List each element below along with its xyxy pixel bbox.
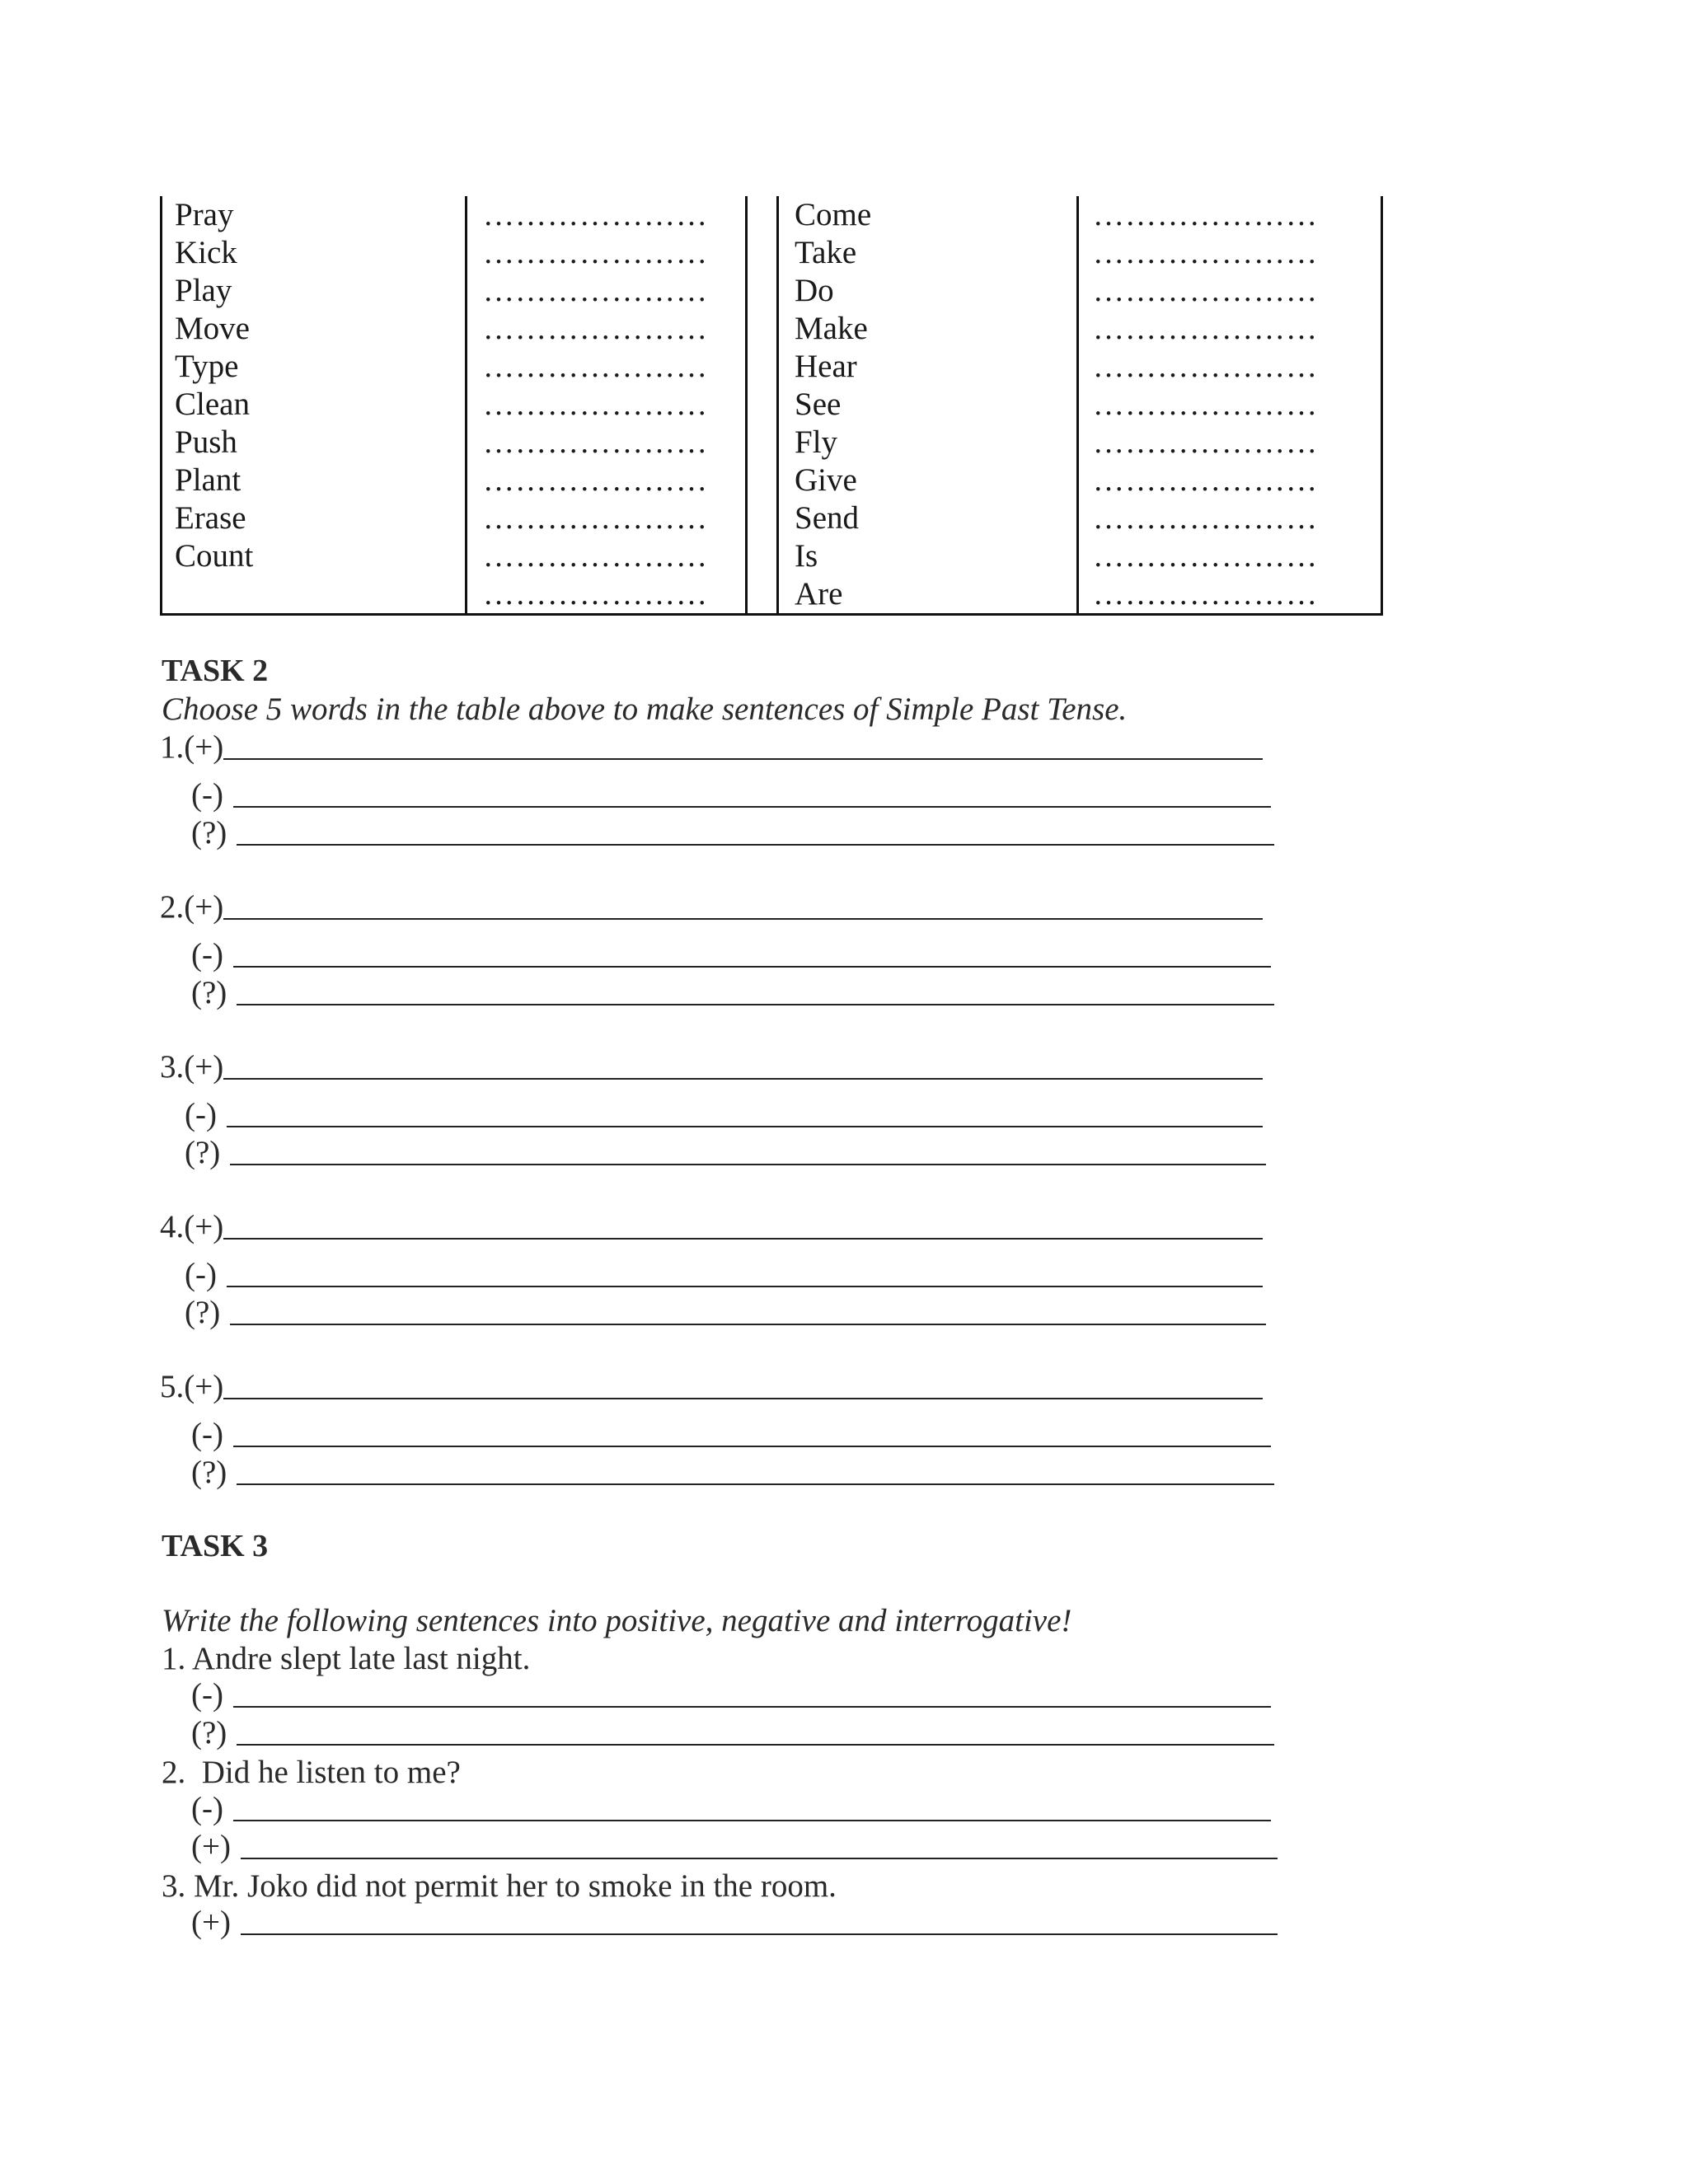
- answer-blank[interactable]: …………………: [1093, 274, 1318, 308]
- task2-title: TASK 2: [162, 654, 269, 688]
- line-label: 4.(+): [160, 1209, 224, 1244]
- answer-blank[interactable]: …………………: [1093, 463, 1318, 498]
- answer-line[interactable]: [237, 1483, 1274, 1485]
- answer-line[interactable]: [223, 758, 1263, 760]
- answer-blank[interactable]: …………………: [1093, 577, 1318, 612]
- verb-cell: Play: [175, 273, 232, 308]
- task2-item-4-positive: [160, 1208, 1263, 1246]
- answer-blank[interactable]: …………………: [1093, 198, 1318, 232]
- task3-sentence-3: 3. Mr. Joko did not permit her to smoke in the room.: [162, 1868, 837, 1904]
- line-label: (?): [191, 815, 227, 851]
- answer-blank[interactable]: …………………: [483, 387, 708, 422]
- table-border-left: [160, 196, 162, 613]
- line-label: (?): [185, 1135, 221, 1170]
- verb-cell: Hear: [795, 349, 857, 384]
- task3-item-2-positive: [191, 1828, 1278, 1866]
- verb-table: [160, 196, 1383, 616]
- line-label: (-): [191, 1791, 223, 1826]
- left-verbs-column: [175, 196, 253, 575]
- line-label: (?): [185, 1295, 221, 1330]
- task3-item-1-negative: [191, 1676, 1271, 1714]
- answer-blank[interactable]: …………………: [483, 349, 708, 384]
- table-border-right: [1381, 196, 1383, 613]
- line-label: (?): [191, 1715, 227, 1750]
- answer-line[interactable]: [237, 844, 1274, 846]
- right-answers-column: [1093, 196, 1318, 613]
- task2-item-2-negative: [191, 936, 1271, 974]
- task2-item-5-question: [191, 1454, 1274, 1492]
- line-label: (-): [191, 937, 223, 972]
- answer-line[interactable]: [233, 1706, 1271, 1708]
- task2-item-4-negative: [185, 1256, 1263, 1294]
- answer-blank[interactable]: …………………: [483, 312, 708, 346]
- verb-cell: Come: [795, 197, 872, 232]
- answer-blank[interactable]: …………………: [1093, 349, 1318, 384]
- answer-line[interactable]: [241, 1858, 1278, 1859]
- task2-item-1-question: [191, 814, 1274, 852]
- line-label: 1.(+): [160, 729, 224, 765]
- task3-item-2-negative: [191, 1790, 1271, 1828]
- answer-line[interactable]: [223, 1078, 1263, 1080]
- task3-item-3-positive: [191, 1904, 1278, 1942]
- task2-item-2-question: [191, 974, 1274, 1012]
- answer-blank[interactable]: …………………: [1093, 387, 1318, 422]
- task2-item-1-negative: [191, 776, 1271, 814]
- answer-blank[interactable]: …………………: [483, 539, 708, 574]
- line-label: (-): [191, 1417, 223, 1452]
- verb-cell: Push: [175, 424, 237, 460]
- table-divider: [1076, 196, 1079, 613]
- verb-cell: Give: [795, 462, 857, 498]
- answer-blank[interactable]: …………………: [1093, 425, 1318, 460]
- verb-cell: Type: [175, 349, 239, 384]
- task3-instruction: Write the following sentences into positive, negative and interrogative!: [162, 1603, 1072, 1638]
- answer-blank[interactable]: …………………: [483, 198, 708, 232]
- line-label: 3.(+): [160, 1049, 224, 1085]
- answer-line[interactable]: [230, 1324, 1266, 1325]
- task2-item-5-positive: [160, 1368, 1263, 1406]
- line-label: (?): [191, 1455, 227, 1490]
- line-label: 2.(+): [160, 889, 224, 925]
- answer-line[interactable]: [233, 1820, 1271, 1821]
- table-divider: [776, 196, 779, 613]
- table-divider: [745, 196, 748, 613]
- answer-blank[interactable]: …………………: [483, 577, 708, 612]
- line-label: 5.(+): [160, 1369, 224, 1404]
- line-label: (+): [191, 1905, 231, 1940]
- line-label: (+): [191, 1829, 231, 1864]
- answer-line[interactable]: [233, 1446, 1271, 1447]
- verb-cell: Pray: [175, 197, 234, 232]
- answer-line[interactable]: [237, 1744, 1274, 1746]
- verb-cell: Erase: [175, 500, 246, 536]
- answer-line[interactable]: [223, 918, 1263, 920]
- verb-cell: Fly: [795, 424, 838, 460]
- answer-line[interactable]: [227, 1286, 1263, 1287]
- verb-cell: Do: [795, 273, 834, 308]
- verb-cell: Plant: [175, 462, 241, 498]
- task2-item-3-question: [185, 1134, 1266, 1172]
- task2-item-1-positive: [160, 729, 1263, 766]
- verb-cell: Count: [175, 538, 254, 574]
- answer-blank[interactable]: …………………: [483, 463, 708, 498]
- answer-blank[interactable]: …………………: [483, 425, 708, 460]
- answer-line[interactable]: [241, 1933, 1278, 1935]
- verb-cell: Make: [795, 311, 868, 346]
- task2-instruction: Choose 5 words in the table above to make sentences of Simple Past Tense.: [162, 691, 1128, 727]
- answer-blank[interactable]: …………………: [483, 274, 708, 308]
- answer-blank[interactable]: …………………: [483, 501, 708, 536]
- verb-cell: See: [795, 387, 842, 422]
- line-label: (-): [191, 1677, 223, 1713]
- table-divider: [465, 196, 467, 613]
- task3-sentence-1: 1. Andre slept late last night.: [162, 1641, 531, 1676]
- task3-item-1-question: [191, 1714, 1274, 1752]
- line-label: (-): [191, 777, 223, 813]
- verb-cell: Kick: [175, 235, 237, 270]
- answer-blank[interactable]: …………………: [483, 236, 708, 270]
- answer-line[interactable]: [227, 1126, 1263, 1127]
- verb-cell: Take: [795, 235, 857, 270]
- left-answers-column: [483, 196, 708, 613]
- answer-line[interactable]: [230, 1164, 1266, 1165]
- answer-blank[interactable]: …………………: [1093, 312, 1318, 346]
- task2-item-4-question: [185, 1294, 1266, 1332]
- verb-cell: Clean: [175, 387, 250, 422]
- line-label: (?): [191, 975, 227, 1010]
- verb-cell: Are: [795, 576, 843, 612]
- line-label: (-): [185, 1097, 217, 1132]
- verb-cell: Send: [795, 500, 859, 536]
- task2-item-2-positive: [160, 888, 1263, 926]
- verb-cell: Is: [795, 538, 818, 574]
- verb-cell: Move: [175, 311, 250, 346]
- answer-blank[interactable]: …………………: [1093, 236, 1318, 270]
- task2-item-5-negative: [191, 1416, 1271, 1454]
- answer-line[interactable]: [237, 1004, 1274, 1005]
- task3-sentence-2: 2. Did he listen to me?: [162, 1755, 461, 1790]
- task2-item-3-positive: [160, 1048, 1263, 1086]
- answer-line[interactable]: [233, 966, 1271, 968]
- task3-title: TASK 3: [162, 1529, 269, 1563]
- right-verbs-column: [795, 196, 871, 613]
- task2-item-3-negative: [185, 1096, 1263, 1134]
- answer-line[interactable]: [223, 1238, 1263, 1240]
- line-label: (-): [185, 1257, 217, 1292]
- answer-line[interactable]: [223, 1398, 1263, 1399]
- answer-line[interactable]: [233, 806, 1271, 808]
- answer-blank[interactable]: …………………: [1093, 539, 1318, 574]
- answer-blank[interactable]: …………………: [1093, 501, 1318, 536]
